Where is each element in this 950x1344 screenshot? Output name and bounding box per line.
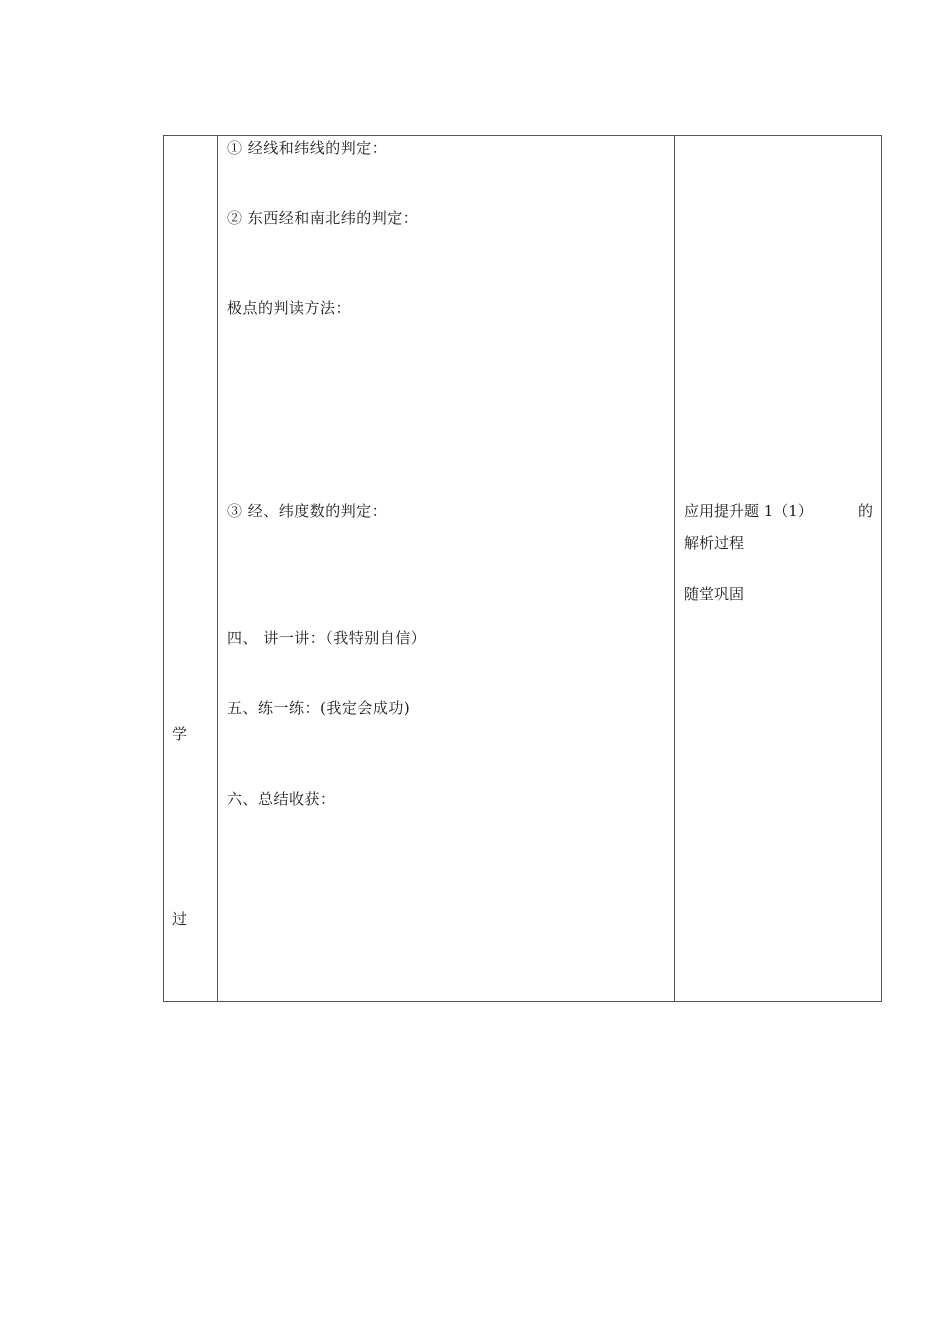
side-note-line-1a: 应用提升题 1（1） <box>684 502 813 520</box>
side-note-line-1 <box>684 502 874 520</box>
item-east-west-north-south: ② 东西经和南北纬的判定： <box>227 209 419 227</box>
left-label-char-1: 学 <box>172 725 188 743</box>
column-divider-left <box>217 136 218 1001</box>
study-process-table <box>163 135 882 1002</box>
column-divider-right <box>674 136 675 1001</box>
item-section-speak: 四、 讲一讲：（我特别自信） <box>227 629 427 647</box>
item-section-practice: 五、练一练：(我定会成功) <box>227 699 411 717</box>
side-note-line-2: 解析过程 <box>684 534 745 552</box>
left-label-char-2: 过 <box>172 910 188 928</box>
item-section-summary: 六、总结收获： <box>227 790 336 808</box>
item-meridian-parallel: ① 经线和纬线的判定： <box>227 139 388 157</box>
side-note-line-1b: 的 <box>858 502 874 520</box>
item-degree-judgement: ③ 经、纬度数的判定： <box>227 502 388 520</box>
item-pole-method: 极点的判读方法： <box>227 299 352 317</box>
side-note-line-3: 随堂巩固 <box>684 585 745 603</box>
